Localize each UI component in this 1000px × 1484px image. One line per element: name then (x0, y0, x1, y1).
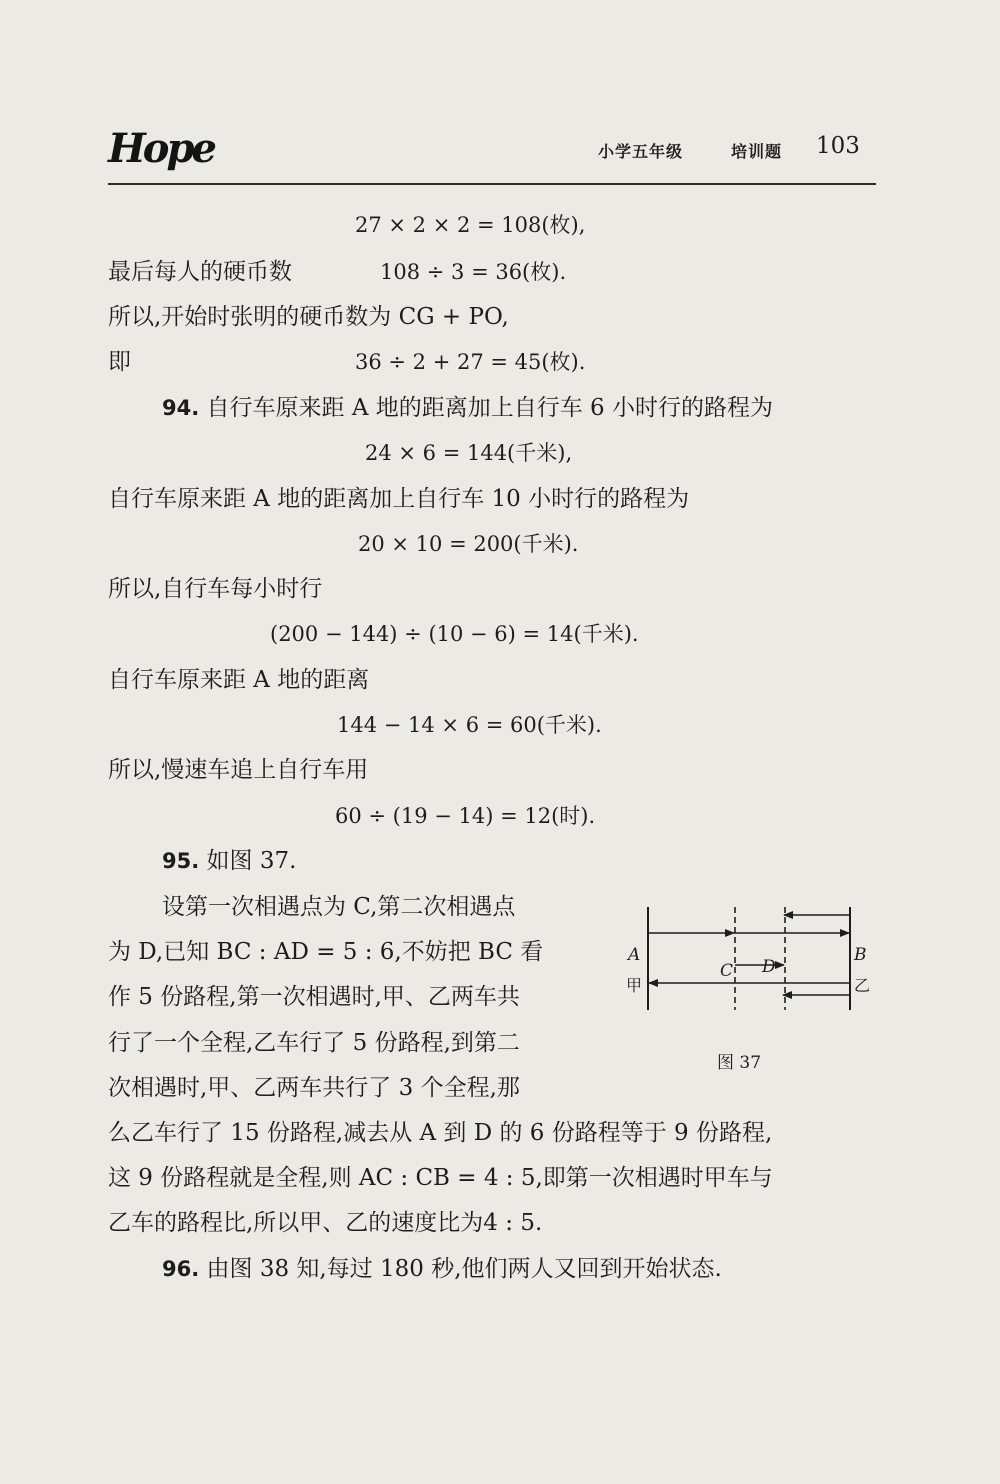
text-line: 么乙车行了 15 份路程,减去从 A 到 D 的 6 份路程等于 9 份路程, (108, 1120, 773, 1146)
header-grade: 小学五年级 (598, 142, 684, 161)
equation-line: 60 ÷ (19 − 14) = 12(时). (335, 804, 596, 828)
text-line: 最后每人的硬币数 (108, 259, 292, 285)
text-line: 行了一个全程,乙车行了 5 份路程,到第二 (108, 1030, 520, 1056)
logo-text: Hope (108, 125, 214, 172)
problem-text: 自行车原来距 A 地的距离加上自行车 6 小时行的路程为 (206, 395, 774, 421)
label-B: B (854, 945, 867, 965)
equation-line: (200 − 144) ÷ (10 − 6) = 14(千米). (270, 622, 639, 646)
label-jia: 甲 (626, 976, 643, 995)
label-yi: 乙 (854, 976, 871, 995)
equation-line: 24 × 6 = 144(千米), (365, 441, 573, 465)
header-type: 培训题 (731, 142, 783, 161)
problem-96 (162, 1254, 722, 1284)
problem-95 (162, 846, 296, 876)
label-D: D (762, 957, 776, 977)
problem-number: 95. (162, 849, 200, 873)
equation-line: 27 × 2 × 2 = 108(枚), (355, 213, 586, 237)
figure-caption: 图 37 (717, 1053, 762, 1073)
problem-number: 94. (162, 396, 200, 420)
equation-line: 108 ÷ 3 = 36(枚). (380, 260, 567, 284)
text-line: 作 5 份路程,第一次相遇时,甲、乙两车共 (108, 984, 520, 1010)
equation-line: 144 − 14 × 6 = 60(千米). (337, 713, 602, 737)
text-line: 为 D,已知 BC : AD = 5 : 6,不妨把 BC 看 (108, 939, 544, 965)
header-rule (108, 183, 876, 185)
problem-94 (162, 393, 773, 423)
text-line: 所以,开始时张明的硬币数为 CG + PO, (108, 304, 509, 330)
page-number: 103 (816, 133, 860, 159)
publisher-logo (108, 125, 238, 175)
text-line: 乙车的路程比,所以甲、乙的速度比为4 : 5. (108, 1210, 543, 1236)
text-line: 所以,自行车每小时行 (108, 576, 323, 602)
problem-text: 由图 38 知,每过 180 秒,他们两人又回到开始状态. (206, 1256, 722, 1282)
text-line: 次相遇时,甲、乙两车共行了 3 个全程,那 (108, 1075, 520, 1101)
text-line: 自行车原来距 A 地的距离 (108, 667, 370, 693)
problem-text: 如图 37. (206, 848, 297, 874)
problem-number: 96. (162, 1257, 200, 1281)
text-line: 自行车原来距 A 地的距离加上自行车 10 小时行的路程为 (108, 486, 690, 512)
text-line: 设第一次相遇点为 C,第二次相遇点 (162, 894, 516, 920)
text-line: 所以,慢速车追上自行车用 (108, 757, 369, 783)
figure-37 (618, 895, 883, 1075)
meeting-diagram (618, 895, 883, 1045)
text-line: 这 9 份路程就是全程,则 AC : CB = 4 : 5,即第一次相遇时甲车与 (108, 1165, 773, 1191)
text-line: 即 (108, 349, 131, 375)
page-header (108, 125, 876, 185)
label-A: A (628, 945, 641, 965)
label-C: C (720, 961, 734, 981)
equation-line: 20 × 10 = 200(千米). (358, 532, 579, 556)
equation-line: 36 ÷ 2 + 27 = 45(枚). (355, 350, 586, 374)
